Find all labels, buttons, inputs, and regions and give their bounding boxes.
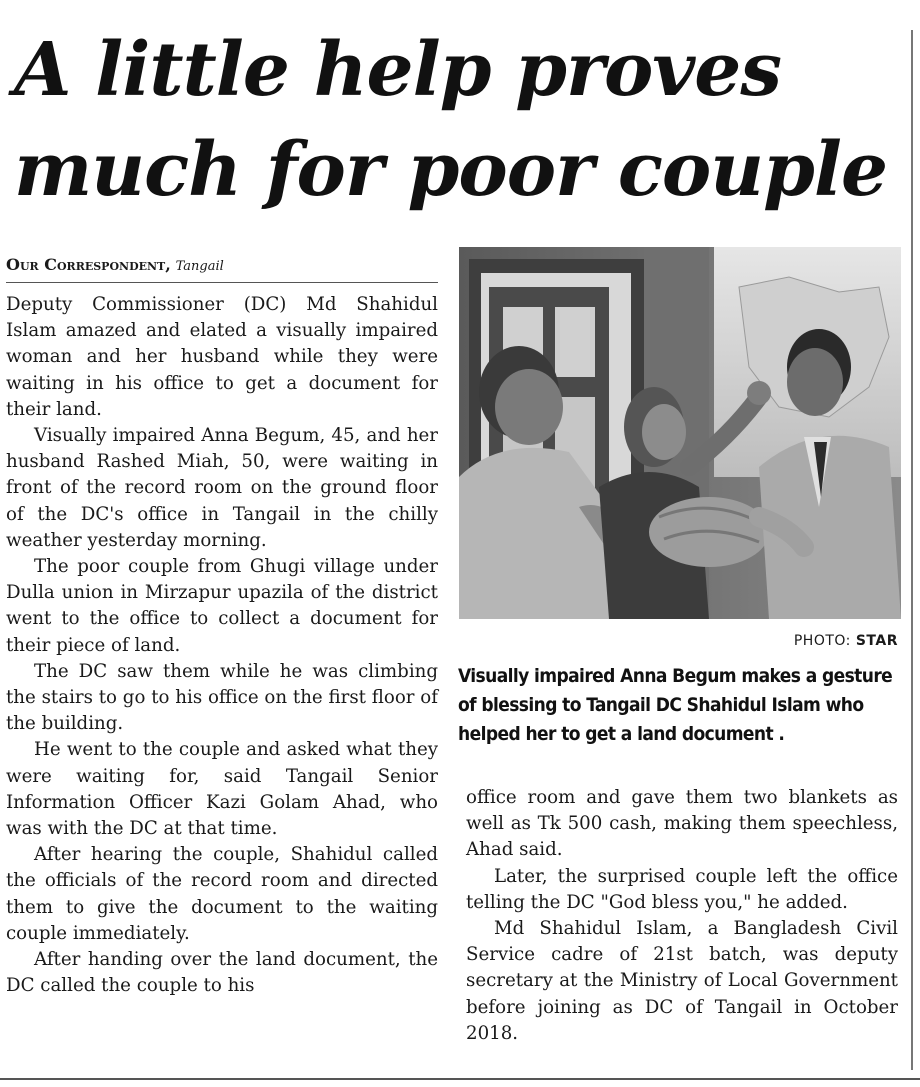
byline-correspondent: Our Correspondent,	[6, 255, 171, 274]
paragraph: Deputy Commissioner (DC) Md Shahidul Islam amazed and elated a visually impaired woman and her husband while they were waiting in his office to get a document for their land.	[6, 294, 438, 420]
news-photo	[459, 247, 901, 619]
paragraph: office room and gave them two blankets as well as Tk 500 cash, making them speechless, Ahad said.	[466, 787, 898, 861]
article-column-1	[6, 292, 438, 999]
article-column-2	[466, 785, 898, 1047]
byline-location: Tangail	[175, 259, 224, 274]
photo-credit-source: STAR	[855, 633, 898, 649]
bottom-rule	[0, 1078, 920, 1080]
paragraph: Later, the surprised couple left the office telling the DC "God bless you," he added.	[466, 865, 898, 913]
byline	[6, 256, 438, 283]
paragraph: Md Shahidul Islam, a Bangladesh Civil Service cadre of 21st batch, was deputy secretary at the Ministry of Local Government before joining as DC of Tangail in October 2018.	[466, 918, 898, 1044]
headline-line-2: much for poor couple	[14, 127, 888, 213]
paragraph: The poor couple from Ghugi village under Dulla union in Mirzapur upazila of the district went to the office to collect a document for their piece of land.	[6, 556, 438, 656]
photo-illustration	[459, 247, 901, 619]
paragraph: The DC saw them while he was climbing the stairs to go to his office on the first floor of the building.	[6, 660, 438, 735]
photo-credit	[560, 633, 898, 649]
paragraph: After handing over the land document, the DC called the couple to his	[6, 949, 438, 997]
headline-line-1: A little help proves	[14, 27, 782, 113]
paragraph: He went to the couple and asked what they were waiting for, said Tangail Senior Information Officer Kazi Golam Ahad, who was with the DC at that time.	[6, 739, 438, 840]
headline	[14, 20, 894, 220]
paragraph: Visually impaired Anna Begum, 45, and her husband Rashed Miah, 50, were waiting in front of the record room on the ground floor of the DC's office in Tangail in the chilly weather yesterday morning.	[6, 425, 438, 551]
column-rule-right	[911, 30, 913, 1070]
photo-caption: Visually impaired Anna Begum makes a gesture of blessing to Tangail DC Shahidul Islam who helped her to get a land document .	[458, 665, 893, 745]
paragraph: After hearing the couple, Shahidul called the officials of the record room and directed them to give the document to the waiting couple immediately.	[6, 844, 438, 944]
photo-credit-label: PHOTO:	[793, 633, 851, 649]
